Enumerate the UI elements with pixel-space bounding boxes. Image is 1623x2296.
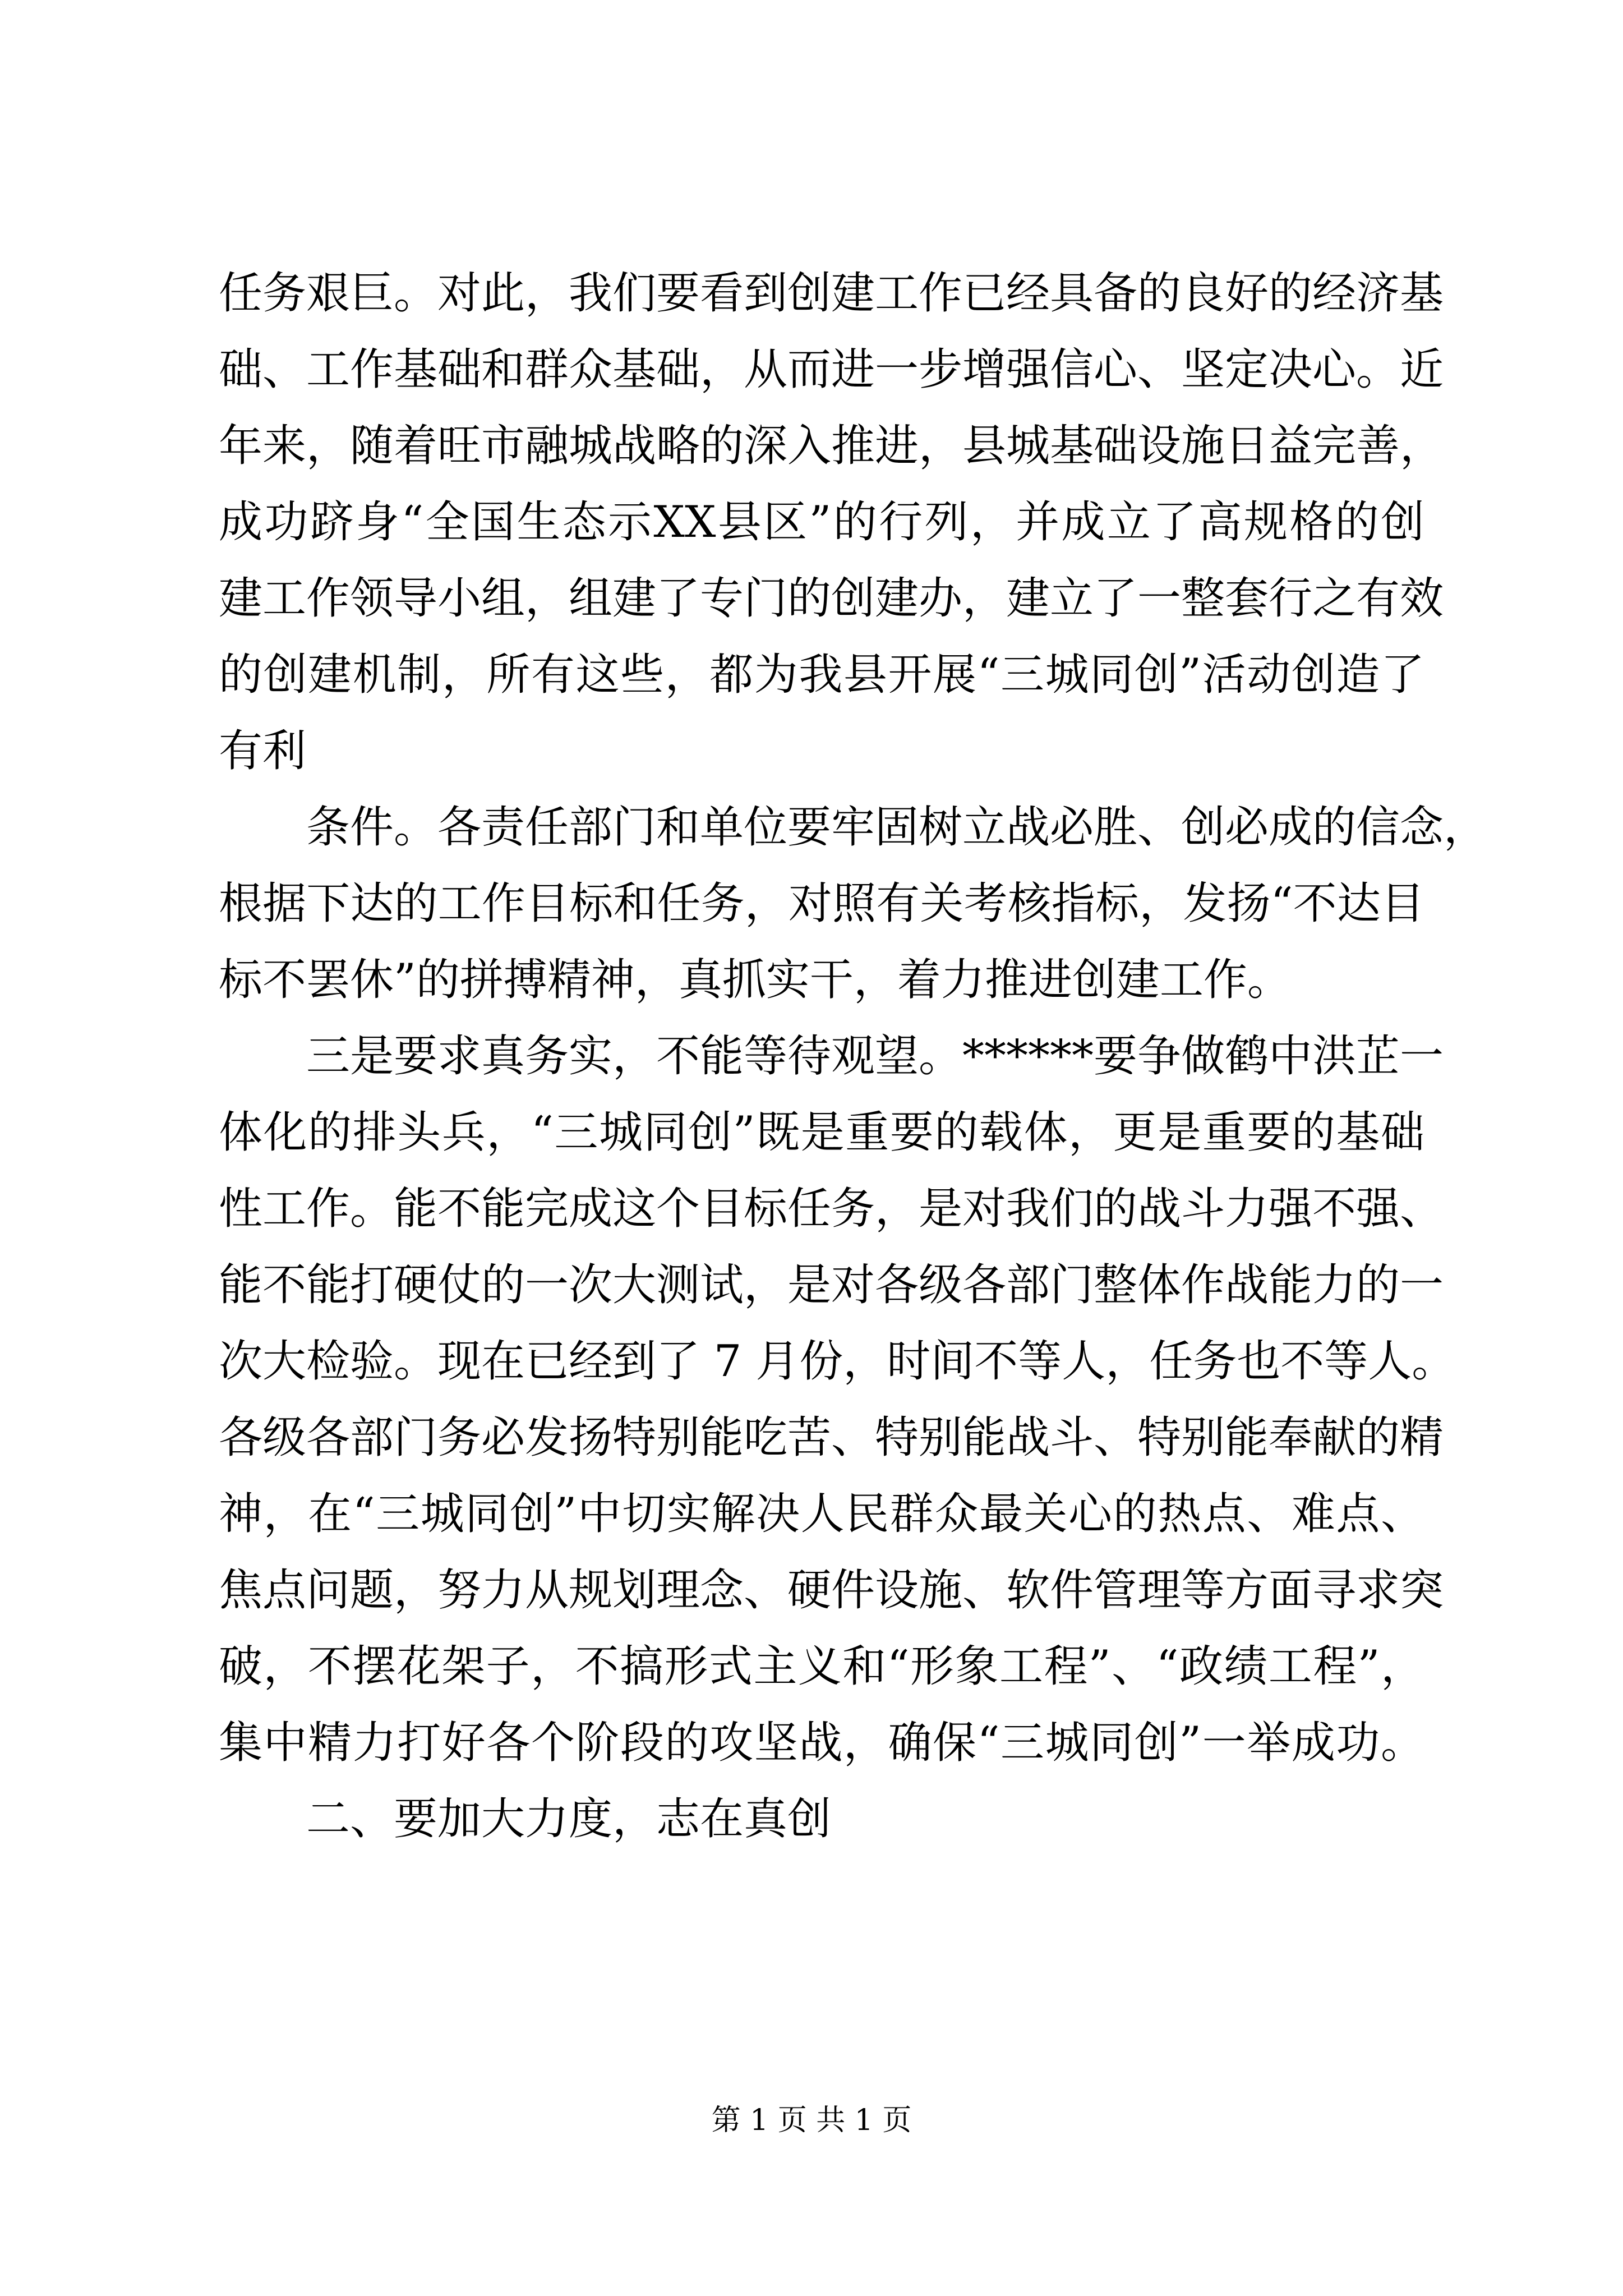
page-number-label: 第 1 页 共 1 页 bbox=[711, 2104, 912, 2137]
text-line: 次大检验。现在已经到了 7 月份，时间不等人，任务也不等人。 bbox=[219, 1336, 1456, 1387]
text-line: 体化的排头兵，“三城同创”既是重要的载体，更是重要的基础 bbox=[219, 1107, 1424, 1158]
text-line: 条件。各责任部门和单位要牢固树立战必胜、创必成的信念， bbox=[306, 802, 1488, 853]
text-line: 有利 bbox=[219, 726, 307, 776]
text-line: 年来，随着旺市融城战略的深入推进，县城基础设施日益完善， bbox=[219, 421, 1444, 471]
body-text bbox=[219, 255, 1488, 1857]
text-line: 础、工作基础和群众基础，从而进一步增强信心、坚定决心。近 bbox=[219, 344, 1444, 395]
text-line: 性工作。能不能完成这个目标任务，是对我们的战斗力强不强、 bbox=[219, 1184, 1444, 1234]
text-line: 集中精力打好各个阶段的攻坚战，确保“三城同创”一举成功。 bbox=[219, 1718, 1424, 1768]
text-line: 破，不摆花架子，不搞形式主义和“形象工程”、“政绩工程”， bbox=[219, 1641, 1424, 1692]
section-heading: 二、要加大力度，志在真创 bbox=[306, 1794, 832, 1844]
text-line: 各级各部门务必发扬特别能吃苦、特别能战斗、特别能奉献的精 bbox=[219, 1412, 1444, 1463]
text-line: 成功跻身“全国生态示XX县区”的行列，并成立了高规格的创 bbox=[219, 497, 1424, 547]
text-line: 任务艰巨。对此，我们要看到创建工作已经具备的良好的经济基 bbox=[219, 268, 1444, 319]
text-line: 神，在“三城同创”中切实解决人民群众最关心的热点、难点、 bbox=[219, 1489, 1424, 1539]
text-line: 三是要求真务实，不能等待观望。******要争做鹤中洪芷一 bbox=[306, 1031, 1444, 1082]
text-line: 焦点问题，努力从规划理念、硬件设施、软件管理等方面寻求突 bbox=[219, 1565, 1444, 1616]
text-line: 的创建机制，所有这些，都为我县开展“三城同创”活动创造了 bbox=[219, 650, 1424, 700]
text-line: 根据下达的工作目标和任务，对照有关考核指标，发扬“不达目 bbox=[219, 878, 1424, 929]
text-line: 建工作领导小组，组建了专门的创建办，建立了一整套行之有效 bbox=[219, 573, 1444, 624]
page-footer bbox=[0, 2101, 1623, 2140]
text-line: 标不罢休”的拼搏精神，真抓实干，着力推进创建工作。 bbox=[219, 955, 1291, 1005]
text-line: 能不能打硬仗的一次大测试，是对各级各部门整体作战能力的一 bbox=[219, 1260, 1444, 1310]
